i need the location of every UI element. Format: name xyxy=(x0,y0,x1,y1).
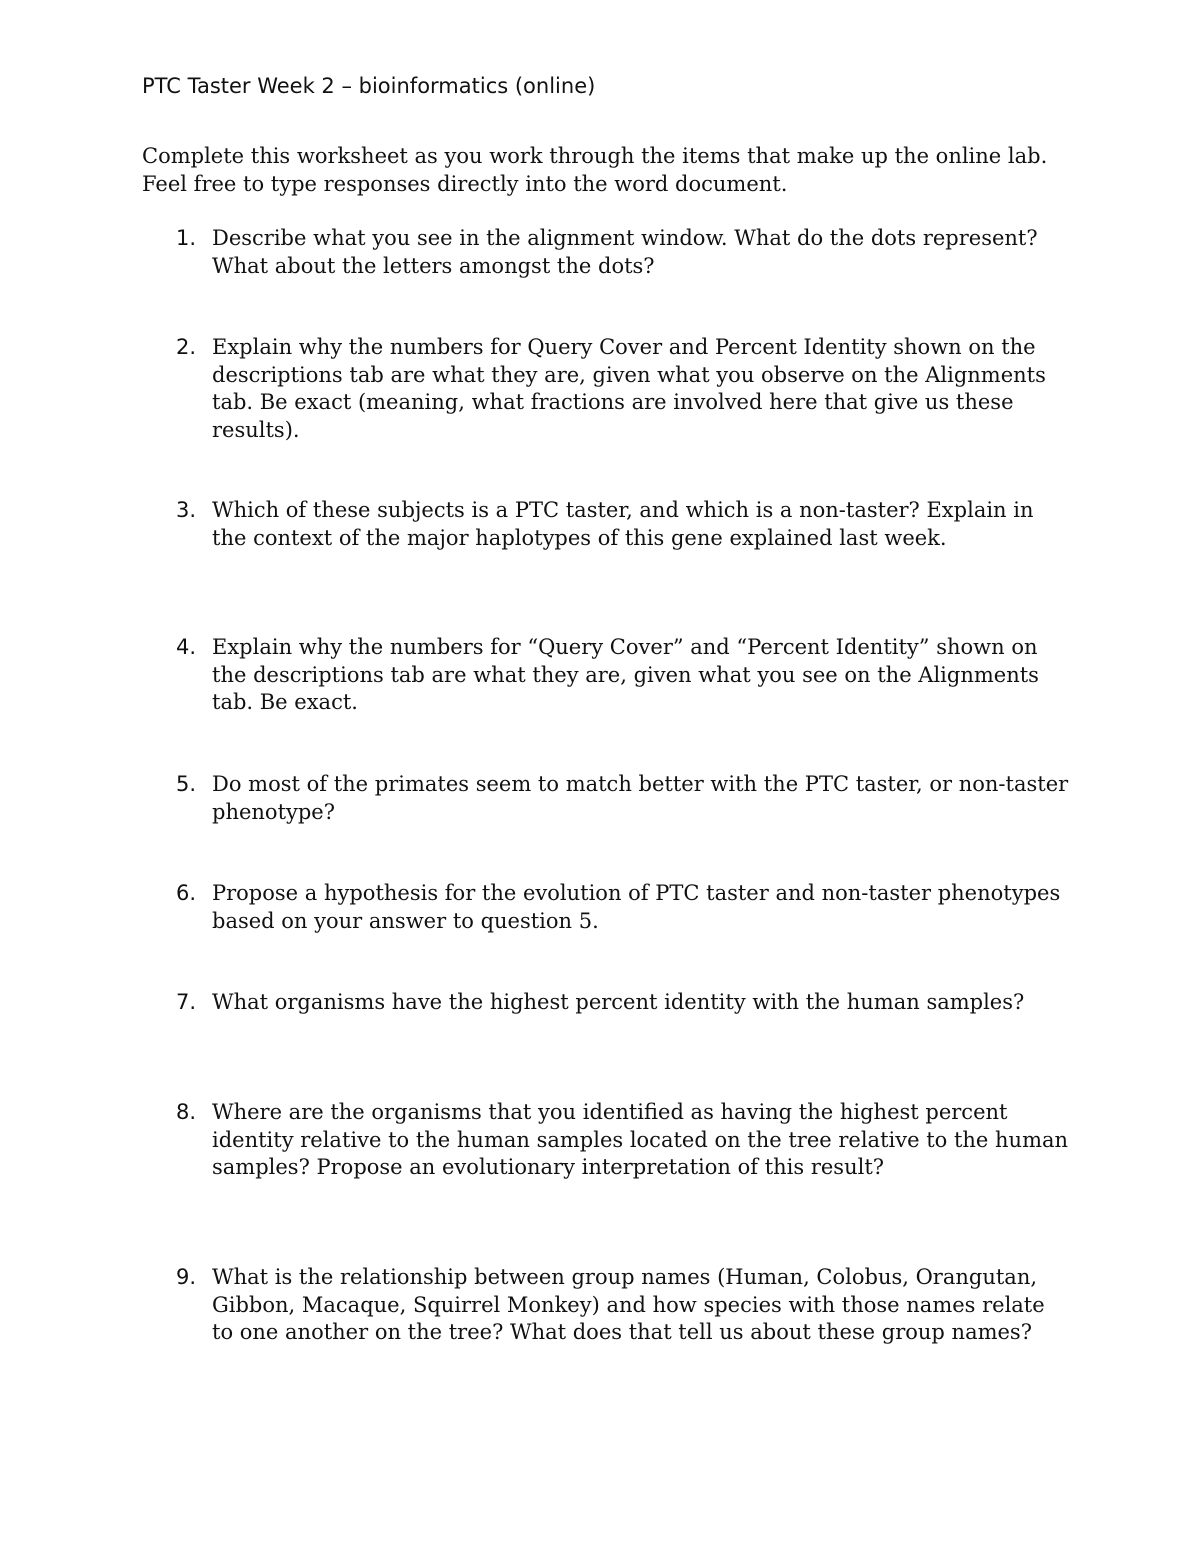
question-text: Where are the organisms that you identified as having the highest percent identity relative to the human samples located on the tree relative to the human samples? Propose an evolutionary interpretation of this result? xyxy=(212,1100,1069,1179)
question-number: 3. xyxy=(175,498,196,522)
question-number: 4. xyxy=(175,635,196,659)
question-number: 7. xyxy=(175,990,196,1014)
question-number: 9. xyxy=(175,1265,196,1289)
question-text: Which of these subjects is a PTC taster, and which is a non-taster? Explain in the context of the major haplotypes of this gene explained last week. xyxy=(212,498,1034,550)
question-text: Explain why the numbers for Query Cover and Percent Identity shown on the descriptions tab are what they are, given what you observe on the Alignments tab. Be exact (meaning, what fractions are involved here that give us these results). xyxy=(212,335,1046,442)
question-number: 2. xyxy=(175,335,196,359)
question-item xyxy=(142,1264,1072,1347)
worksheet-title: PTC Taster Week 2 – bioinformatics (online) xyxy=(142,74,596,98)
question-number: 1. xyxy=(175,226,196,250)
question-text: Do most of the primates seem to match better with the PTC taster, or non-taster phenotype? xyxy=(212,772,1069,824)
question-number: 8. xyxy=(175,1100,196,1124)
question-item xyxy=(142,225,1072,280)
question-item xyxy=(142,989,1072,1017)
question-item xyxy=(142,880,1072,935)
question-text: Describe what you see in the alignment window. What do the dots represent? What about the letters amongst the dots? xyxy=(212,226,1038,278)
question-item xyxy=(142,1099,1072,1182)
question-text: Propose a hypothesis for the evolution of PTC taster and non-taster phenotypes based on your answer to question 5. xyxy=(212,881,1061,933)
question-text: Explain why the numbers for “Query Cover” and “Percent Identity” shown on the descriptions tab are what they are, given what you see on the Alignments tab. Be exact. xyxy=(212,635,1039,714)
worksheet-intro: Complete this worksheet as you work through the items that make up the online lab. Feel free to type responses directly into the word document. xyxy=(142,144,1048,196)
question-item xyxy=(142,334,1072,444)
question-item xyxy=(142,771,1072,826)
question-number: 6. xyxy=(175,881,196,905)
question-item xyxy=(142,497,1072,552)
question-text: What is the relationship between group names (Human, Colobus, Orangutan, Gibbon, Macaque, Squirrel Monkey) and how species with those names relate to one another on the tree? What does that tell us about these group names? xyxy=(212,1265,1045,1344)
question-number: 5. xyxy=(175,772,196,796)
question-text: What organisms have the highest percent identity with the human samples? xyxy=(212,990,1025,1014)
question-item xyxy=(142,634,1072,717)
